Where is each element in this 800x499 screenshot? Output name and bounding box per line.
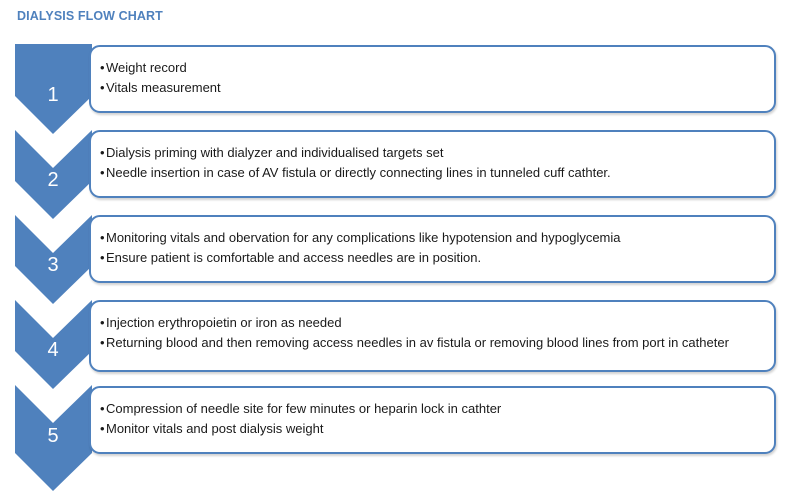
step-item-text: Needle insertion in case of AV fistula or directly connecting lines in tunneled cuff cathter. bbox=[106, 165, 611, 180]
step-item-text: Vitals measurement bbox=[106, 80, 221, 95]
bullet-icon: • bbox=[100, 421, 105, 436]
bullet-icon: • bbox=[100, 230, 105, 245]
step-bullet-item bbox=[100, 78, 760, 98]
step-bullet-item bbox=[100, 228, 760, 248]
step-bullet-list bbox=[100, 399, 760, 439]
step-item-text: Compression of needle site for few minutes or heparin lock in cathter bbox=[106, 401, 502, 416]
bullet-icon: • bbox=[100, 80, 105, 95]
step-bullet-list bbox=[100, 58, 760, 98]
page-title: DIALYSIS FLOW CHART bbox=[17, 9, 163, 23]
step-bullet-item bbox=[100, 58, 760, 78]
step-number-5: 5 bbox=[47, 425, 59, 447]
step-item-text: Returning blood and then removing access needles in av fistula or removing blood lines from port in catheter bbox=[106, 335, 729, 350]
step-card-1 bbox=[89, 45, 776, 113]
step-card-5 bbox=[89, 386, 776, 454]
step-bullet-item bbox=[100, 143, 760, 163]
step-card-4 bbox=[89, 300, 776, 372]
step-bullet-item bbox=[100, 313, 760, 333]
step-item-text: Weight record bbox=[106, 60, 187, 75]
step-card-3 bbox=[89, 215, 776, 283]
bullet-icon: • bbox=[100, 315, 105, 330]
bullet-icon: • bbox=[100, 60, 105, 75]
step-bullet-item bbox=[100, 399, 760, 419]
step-bullet-item bbox=[100, 248, 760, 268]
step-bullet-item bbox=[100, 163, 760, 183]
step-item-text: Monitoring vitals and obervation for any complications like hypotension and hypoglycemia bbox=[106, 230, 621, 245]
bullet-icon: • bbox=[100, 401, 105, 416]
step-bullet-list bbox=[100, 143, 760, 183]
bullet-icon: • bbox=[100, 335, 105, 350]
step-number-2: 2 bbox=[47, 169, 59, 191]
step-bullet-list bbox=[100, 313, 760, 353]
step-number-4: 4 bbox=[47, 339, 59, 361]
step-bullet-item bbox=[100, 419, 760, 439]
step-bullet-list bbox=[100, 228, 760, 268]
step-bullet-item bbox=[100, 333, 760, 353]
step-number-1: 1 bbox=[47, 84, 59, 106]
step-item-text: Monitor vitals and post dialysis weight bbox=[106, 421, 324, 436]
bullet-icon: • bbox=[100, 145, 105, 160]
bullet-icon: • bbox=[100, 250, 105, 265]
bullet-icon: • bbox=[100, 165, 105, 180]
step-card-2 bbox=[89, 130, 776, 198]
step-item-text: Ensure patient is comfortable and access needles are in position. bbox=[106, 250, 482, 265]
step-item-text: Dialysis priming with dialyzer and individualised targets set bbox=[106, 145, 444, 160]
step-item-text: Injection erythropoietin or iron as needed bbox=[106, 315, 342, 330]
step-number-3: 3 bbox=[47, 254, 59, 276]
